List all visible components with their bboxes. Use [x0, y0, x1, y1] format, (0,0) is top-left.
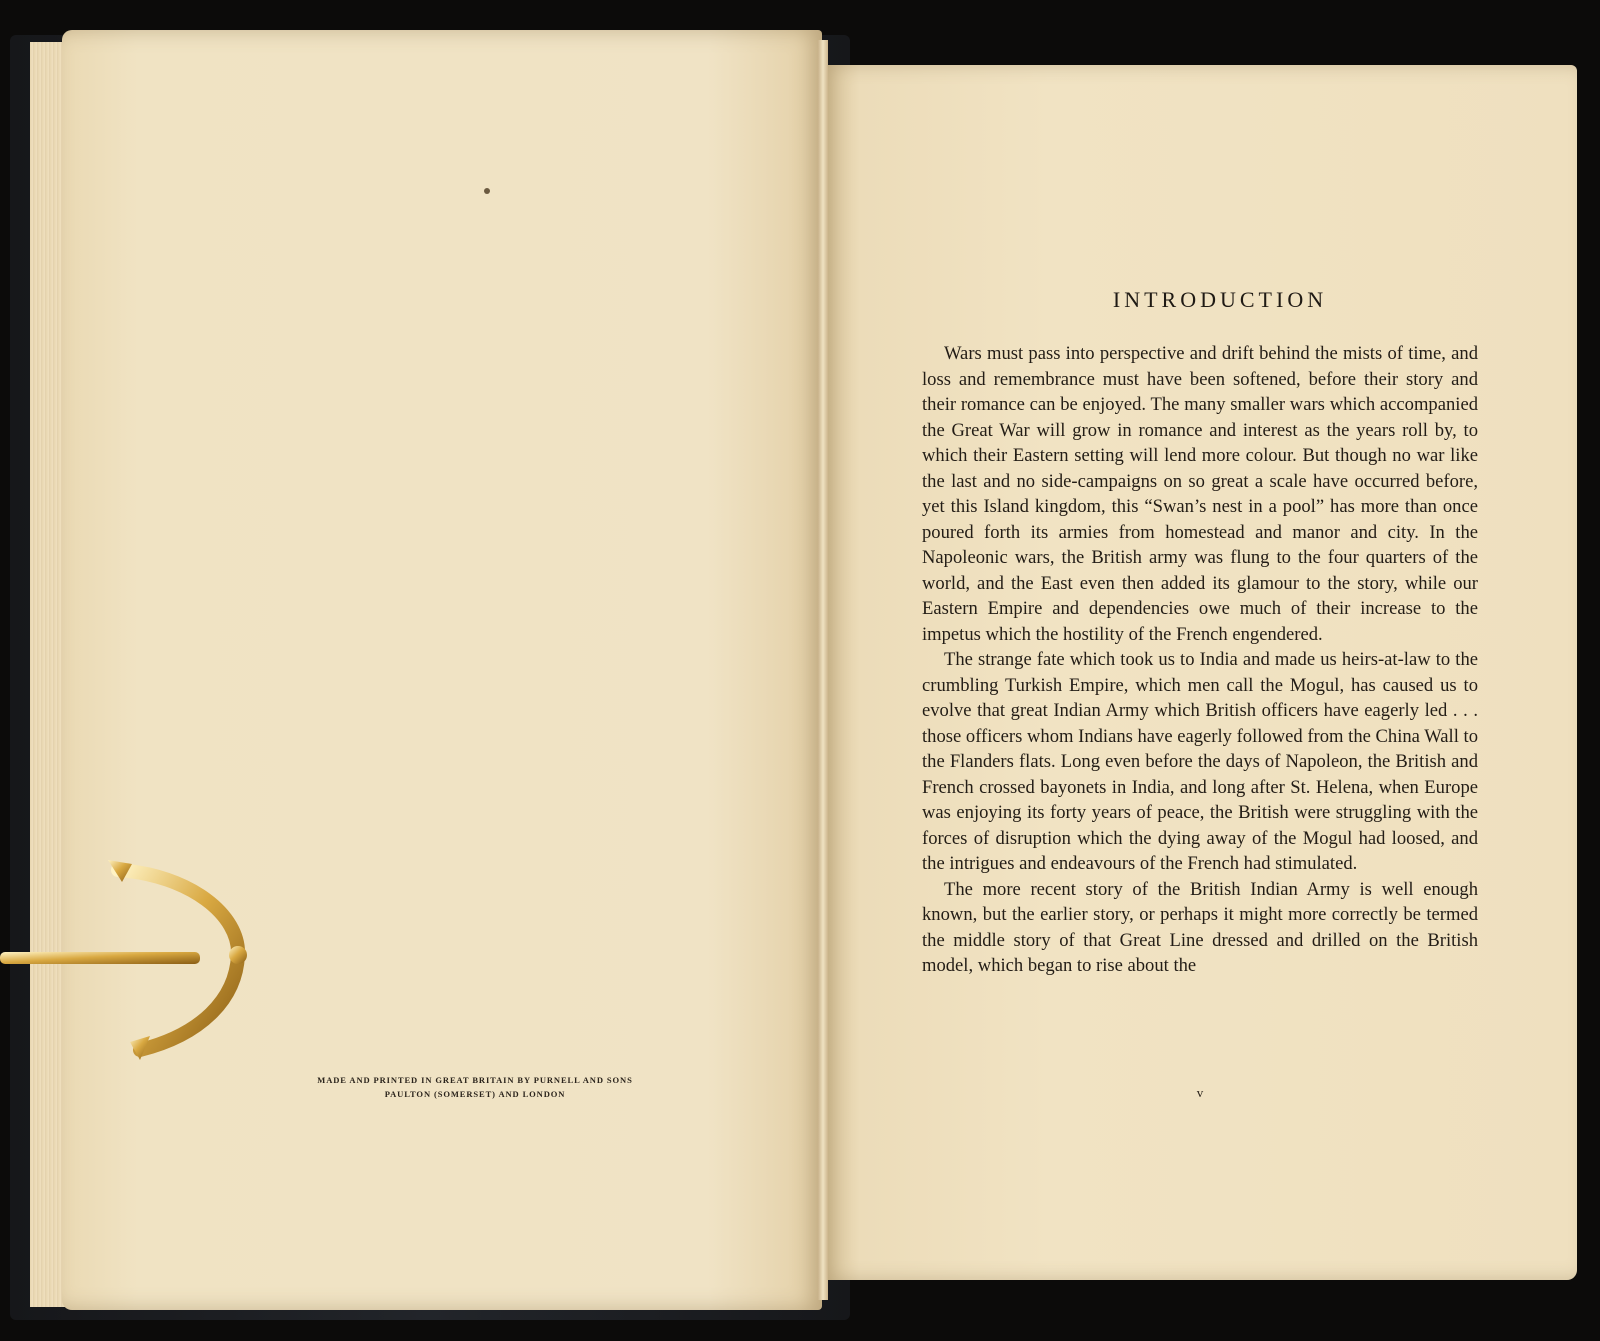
book-gutter	[818, 40, 828, 1300]
paper-spot	[484, 188, 490, 194]
paragraph: The more recent story of the British Indian Army is well enough known, but the earlier story, or perhaps it might more correctly be termed the middle story of that Great Line dressed and drilled on the British model, which began to rise about the	[922, 878, 1478, 976]
imprint-line-1: MADE AND PRINTED IN GREAT BRITAIN BY PURNELL AND SONS	[317, 1075, 633, 1085]
left-page	[62, 30, 822, 1310]
imprint-line-2: PAULTON (SOMERSET) AND LONDON	[384, 1089, 566, 1099]
printer-imprint	[160, 1073, 790, 1101]
chapter-title: INTRODUCTION	[1112, 287, 1328, 312]
paragraph: The strange fate which took us to India and made us heirs-at-law to the crumbling Turkish Empire, which men call the Mogul, has caused us to evolve that great Indian Army which British officers have eagerly led . . . those officers whom Indians have eagerly followed from the China Wall to the Flanders flats. Long even before the days of Napoleon, the British and French crossed bayonets in India, and long after St. Helena, when Europe was enjoying its forty years of peace, the British were struggling with the forces of disruption which the dying away of the Mogul had loosed, and the intrigues and endeavours of the French had stimulated.	[922, 649, 1478, 874]
anchor-icon	[0, 860, 250, 1070]
paragraph: Wars must pass into perspective and drift behind the mists of time, and loss and remembrance must have been softened, before their story and their romance can be enjoyed. The many smaller wars which accompanied the Great War will grow in romance and interest as the years roll by, to which their Eastern setting will lend more colour. But though no war like the last and no side-campaigns on so great a scale have occurred before, yet this Island kingdom, this “Swan’s nest in a pool” has more than once poured forth its armies from homestead and manor and city. In the Napoleonic wars, the British army was flung to the four quarters of the world, and the East even then added its glamour to the story, while our Eastern Empire and dependencies owe much of their increase to the impetus which the hostility of the French engendered.	[922, 343, 1478, 645]
page-number: v	[1196, 1085, 1204, 1100]
introduction-text	[922, 341, 1478, 979]
